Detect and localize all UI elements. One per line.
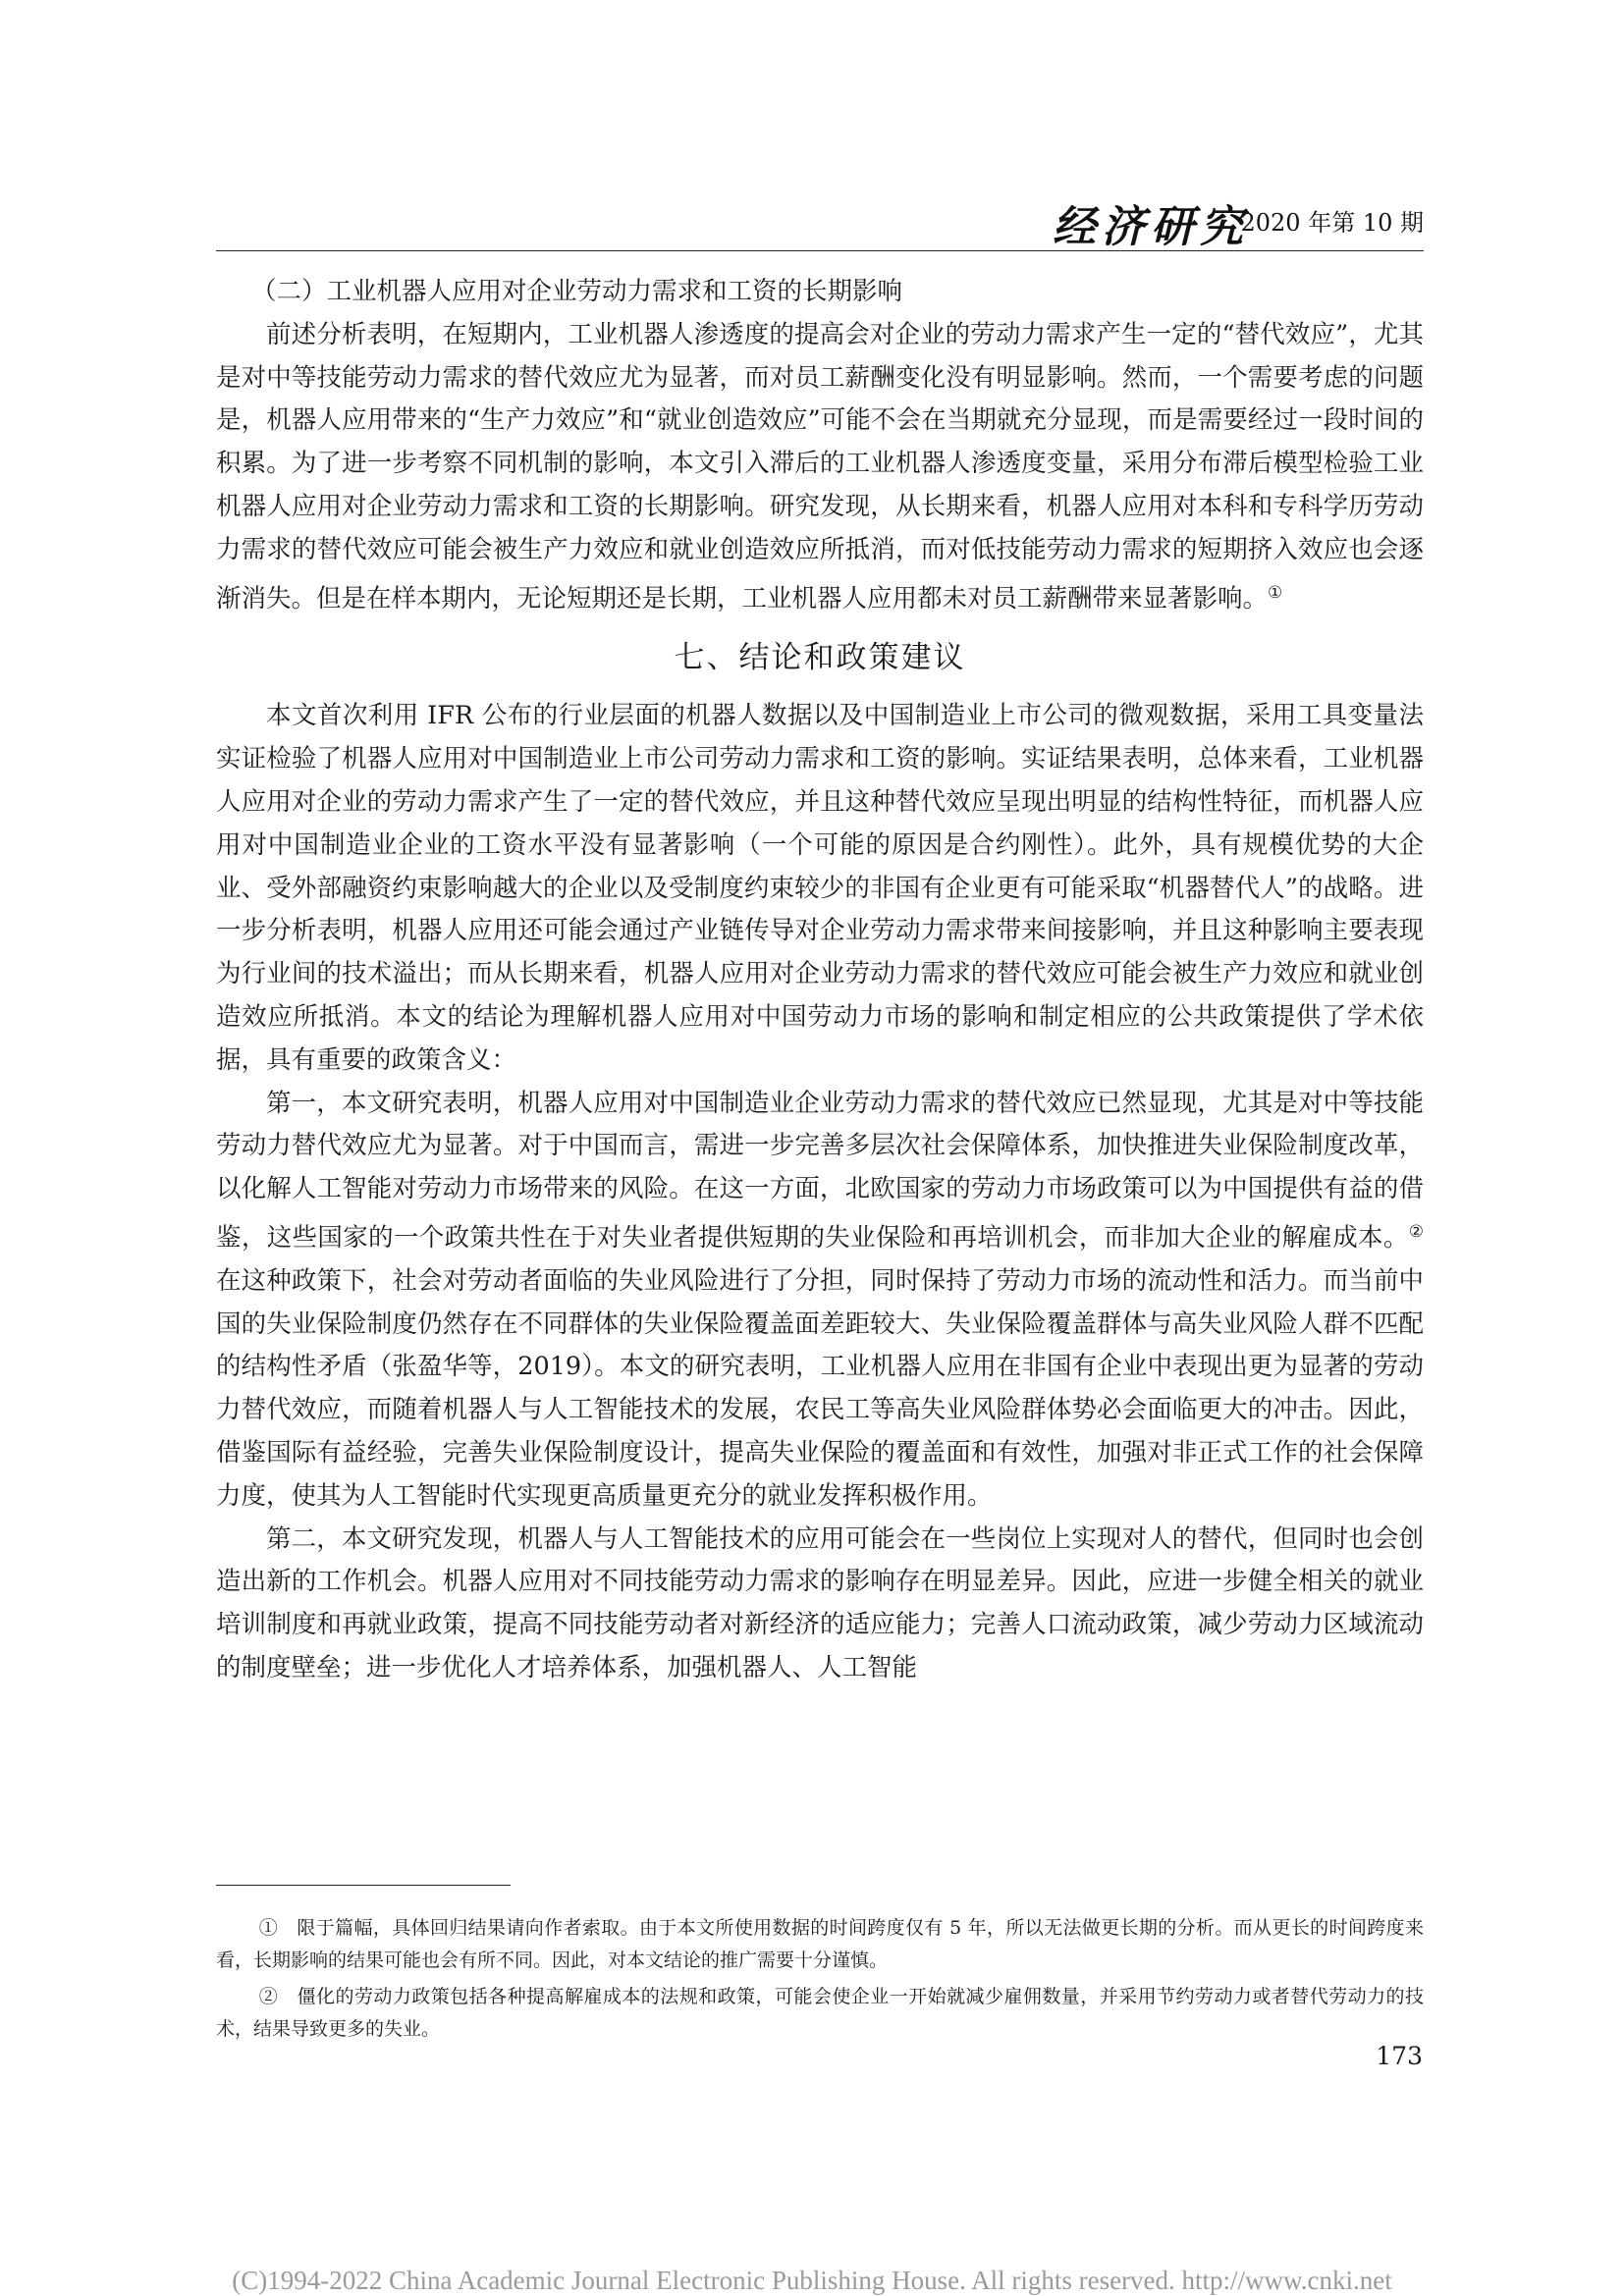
page-number: 173 [1376, 2042, 1423, 2070]
footnote: ② 僵化的劳动力政策包括各种提高解雇成本的法规和政策，可能会使企业一开始就减少雇佣数量，并采用节约劳动力或者替代劳动力的技术，结果导致更多的失业。 [216, 1986, 1424, 2040]
running-header [216, 191, 1424, 250]
paragraph [216, 1083, 1424, 1519]
paragraph-text: 前述分析表明，在短期内，工业机器人渗透度的提高会对企业的劳动力需求产生一定的“替代效应”，尤其是对中等技能劳动力需求的替代效应尤为显著，而对员工薪酬变化没有明显影响。然而，一个需要考虑的问题是，机器人应用带来的“生产力效应”和“就业创造效应”可能不会在当期就充分显现，而是需要经过一段时间的积累。为了进一步考察不同机制的影响，本文引入滞后的工业机器人渗透度变量，采用分布滞后模型检验工业机器人应用对企业劳动力需求和工资的长期影响。研究发现，从长期来看，机器人应用对本科和专科学历劳动力需求的替代效应可能会被生产力效应和就业创造效应所抵消，而对低技能劳动力需求的短期挤入效应也会逐渐消失。但是在样本期内，无论短期还是长期，工业机器人应用都未对员工薪酬带来显著影响。 [216, 319, 1424, 614]
journal-logo: 经济研究 [1053, 202, 1249, 252]
section-heading: 七、结论和政策建议 [674, 640, 966, 676]
footnote-ref[interactable]: ① [1268, 582, 1283, 603]
header-divider [216, 250, 1424, 251]
paragraph: 本文首次利用 IFR 公布的行业层面的机器人数据以及中国制造业上市公司的微观数据，采用工具变量法实证检验了机器人应用对中国制造业上市公司劳动力需求和工资的影响。实证结果表明，总体来看，工业机器人应用对企业的劳动力需求产生了一定的替代效应，并且这种替代效应呈现出明显的结构性特征，而机器人应用对中国制造业企业的工资水平没有显著影响（一个可能的原因是合约刚性）。此外，具有规模优势的大企业、受外部融资约束影响越大的企业以及受制度约束较少的非国有企业更有可能采取“机器替代人”的战略。进一步分析表明，机器人应用还可能会通过产业链传导对企业劳动力需求带来间接影响，并且这种影响主要表现为行业间的技术溢出；而从长期来看，机器人应用对企业劳动力需求的替代效应可能会被生产力效应和就业创造效应所抵消。本文的结论为理解机器人应用对中国劳动力市场的影响和制定相应的公共政策提供了学术依据，具有重要的政策含义： [216, 701, 1424, 1075]
footnotes [216, 1912, 1424, 2050]
footnote-divider [216, 1885, 511, 1886]
footnote-ref[interactable]: ② [1408, 1221, 1424, 1242]
paragraph: 第二，本文研究发现，机器人与人工智能技术的应用可能会在一些岗位上实现对人的替代，但同时也会创造出新的工作机会。机器人应用对不同技能劳动力需求的影响存在明显差异。因此，应进一步健全相关的就业培训制度和再就业政策，提高不同技能劳动者对新经济的适应能力；完善人口流动政策，减少劳动力区域流动的制度壁垒；进一步优化人才培养体系，加强机器人、人工智能 [216, 1523, 1424, 1682]
paragraph-text: 在这种政策下，社会对劳动者面临的失业风险进行了分担，同时保持了劳动力市场的流动性和活力。而当前中国的失业保险制度仍然存在不同群体的失业保险覆盖面差距较大、失业保险覆盖群体与高失业风险人群不匹配的结构性矛盾（张盈华等，2019）。本文的研究表明，工业机器人应用在非国有企业中表现出更为显著的劳动力替代效应，而随着机器人与人工智能技术的发展，农民工等高失业风险群体势必会面临更大的冲击。因此，借鉴国际有益经验，完善失业保险制度设计，提高失业保险的覆盖面和有效性，加强对非正式工作的社会保障力度，使其为人工智能时代实现更高质量更充分的就业发挥积极作用。 [216, 1265, 1424, 1511]
issue-label: 2020 年第 10 期 [1240, 209, 1424, 237]
paragraph-text: 第一，本文研究表明，机器人应用对中国制造业企业劳动力需求的替代效应已然显现，尤其是对中等技能劳动力替代效应尤为显著。对于中国而言，需进一步完善多层次社会保障体系，加快推进失业保险制度改革，以化解人工智能对劳动力市场带来的风险。在这一方面，北欧国家的劳动力市场政策可以为中国提供有益的借鉴，这些国家的一个政策共性在于对失业者提供短期的失业保险和再培训机会，而非加大企业的解雇成本。 [216, 1088, 1424, 1253]
subsection-heading: （二）工业机器人应用对企业劳动力需求和工资的长期影响 [251, 277, 903, 306]
footnote: ① 限于篇幅，具体回归结果请向作者索取。由于本文所使用数据的时间跨度仅有 5 年，所以无法做更长期的分析。而从更长的时间跨度来看，长期影响的结果可能也会有所不同。因此，对本文结论的推广需要十分谨慎。 [216, 1917, 1424, 1971]
copyright-watermark: (C)1994-2022 China Academic Journal Electronic Publishing House. All rights reserved. http://www.cnki.net [232, 2266, 1392, 2295]
paragraph [216, 314, 1424, 621]
article-body [216, 271, 1424, 1690]
